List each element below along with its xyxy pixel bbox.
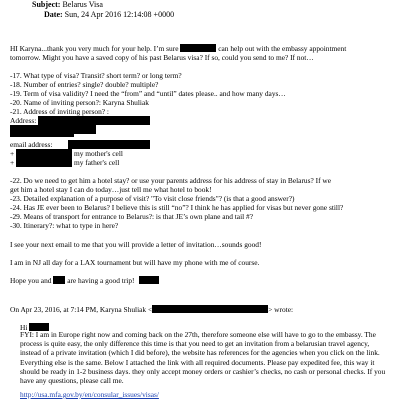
quoted-body: FYI: I am in Europe right now and coming back on the 27th, therefore someone else will have to go to the embassy. The process is quite easy, the only difference this time is that you need to get an invitation from a belarusian travel agency, instead of a private invitation (which I did before), the website has references for the agencies when you click on the link. Everything else is the same. Below I attached the link with all required documents. Please pay expedited fee, this way it should be ready in 1-2 business days. they only accept money orders or cashier’s checks, no cash or personal checks. If you have any questions, please call me.: [20, 330, 386, 386]
date-value: Sun, 24 Apr 2016 12:14:08 +0000: [64, 10, 175, 19]
question-17: -17. What type of visa? Transit? short term? or long term?: [10, 71, 182, 80]
question-30: -30. Itinerary?: what to type in here?: [10, 221, 119, 230]
quoted-hi-text: Hi: [20, 323, 28, 332]
redaction-block: [152, 305, 268, 313]
redaction-block: [139, 276, 159, 284]
question-24: -24. Has JE ever been to Belarus? I believe this is still “no”? I think he has applied for visas but never gone still?: [10, 203, 344, 212]
father-cell-label: my father's cell: [74, 158, 120, 167]
greeting-line1-a: HI Karyna...thank you very much for your help. I’m sure: [10, 44, 179, 53]
redaction-block: [53, 276, 65, 284]
para-hope-b: are having a good trip!: [67, 276, 135, 285]
father-plus: +: [10, 158, 15, 167]
quoted-intro: [10, 305, 293, 314]
subject-label: Subject:: [32, 0, 61, 9]
para-hope-a: Hope you and: [10, 276, 52, 285]
question-23: -23. Detailed explanation of a purpose of visit? "To visit close friends"? (is that a good answer?): [10, 194, 295, 203]
para-nj: I am in NJ all day for a LAX tournament but will have my phone with me of course.: [10, 258, 260, 267]
question-19: -19. Term of visa validity? I need the “from” and “until” dates please.. and how many days…: [10, 89, 286, 98]
address-label: Address:: [10, 116, 37, 125]
date-row: [32, 10, 174, 19]
redaction-block: [10, 134, 74, 137]
email-label: email address:: [10, 140, 53, 149]
redaction-block: [16, 158, 72, 167]
mother-cell-label: my mother's cell: [74, 149, 123, 158]
subject-row: [32, 0, 103, 9]
subject-value: Belarus Visa: [62, 0, 103, 9]
mother-plus: +: [10, 149, 15, 158]
question-18: -18. Number of entries? single? double? multiple?: [10, 80, 159, 89]
question-21: -21. Address of inviting person? :: [10, 107, 109, 116]
greeting-line1-b: can help out with the embassy appointment: [218, 44, 347, 53]
date-label: Date:: [44, 10, 63, 19]
quoted-intro-a: On Apr 23, 2016, at 7:14 PM, Karyna Shuliak <: [10, 305, 153, 314]
question-22: -22. Do we need to get him a hotel stay? or use your parents address for his address of stay in Belarus? If we: [10, 176, 331, 185]
redaction-block: [16, 149, 72, 158]
greeting-line-2: tomorrow. Might you have a saved copy of his past Belarus visa? If so, could you send to me? If not…: [10, 53, 314, 62]
redaction-block: [38, 116, 150, 125]
para-hope: [10, 276, 159, 285]
quoted-intro-b: > wrote:: [268, 305, 294, 314]
redaction-block: [180, 44, 216, 52]
question-20: -20. Name of inviting person?: Karyna Shuliak: [10, 98, 149, 107]
redaction-block: [68, 140, 150, 149]
question-29: -29. Means of transport for entrance to Belarus?: is that JE’s own plane and tail #?: [10, 212, 253, 221]
greeting-line-1: [10, 44, 346, 53]
visa-info-link[interactable]: http://usa.mfa.gov.by/en/consular_issues/visas/: [20, 390, 159, 399]
question-22-cont: get him a hotel stay I can do today…just tell me what hotel to book!: [10, 185, 212, 194]
redaction-block: [10, 125, 96, 134]
para-letter: I see your next email to me that you will provide a letter of invitation…sounds good!: [10, 240, 262, 249]
